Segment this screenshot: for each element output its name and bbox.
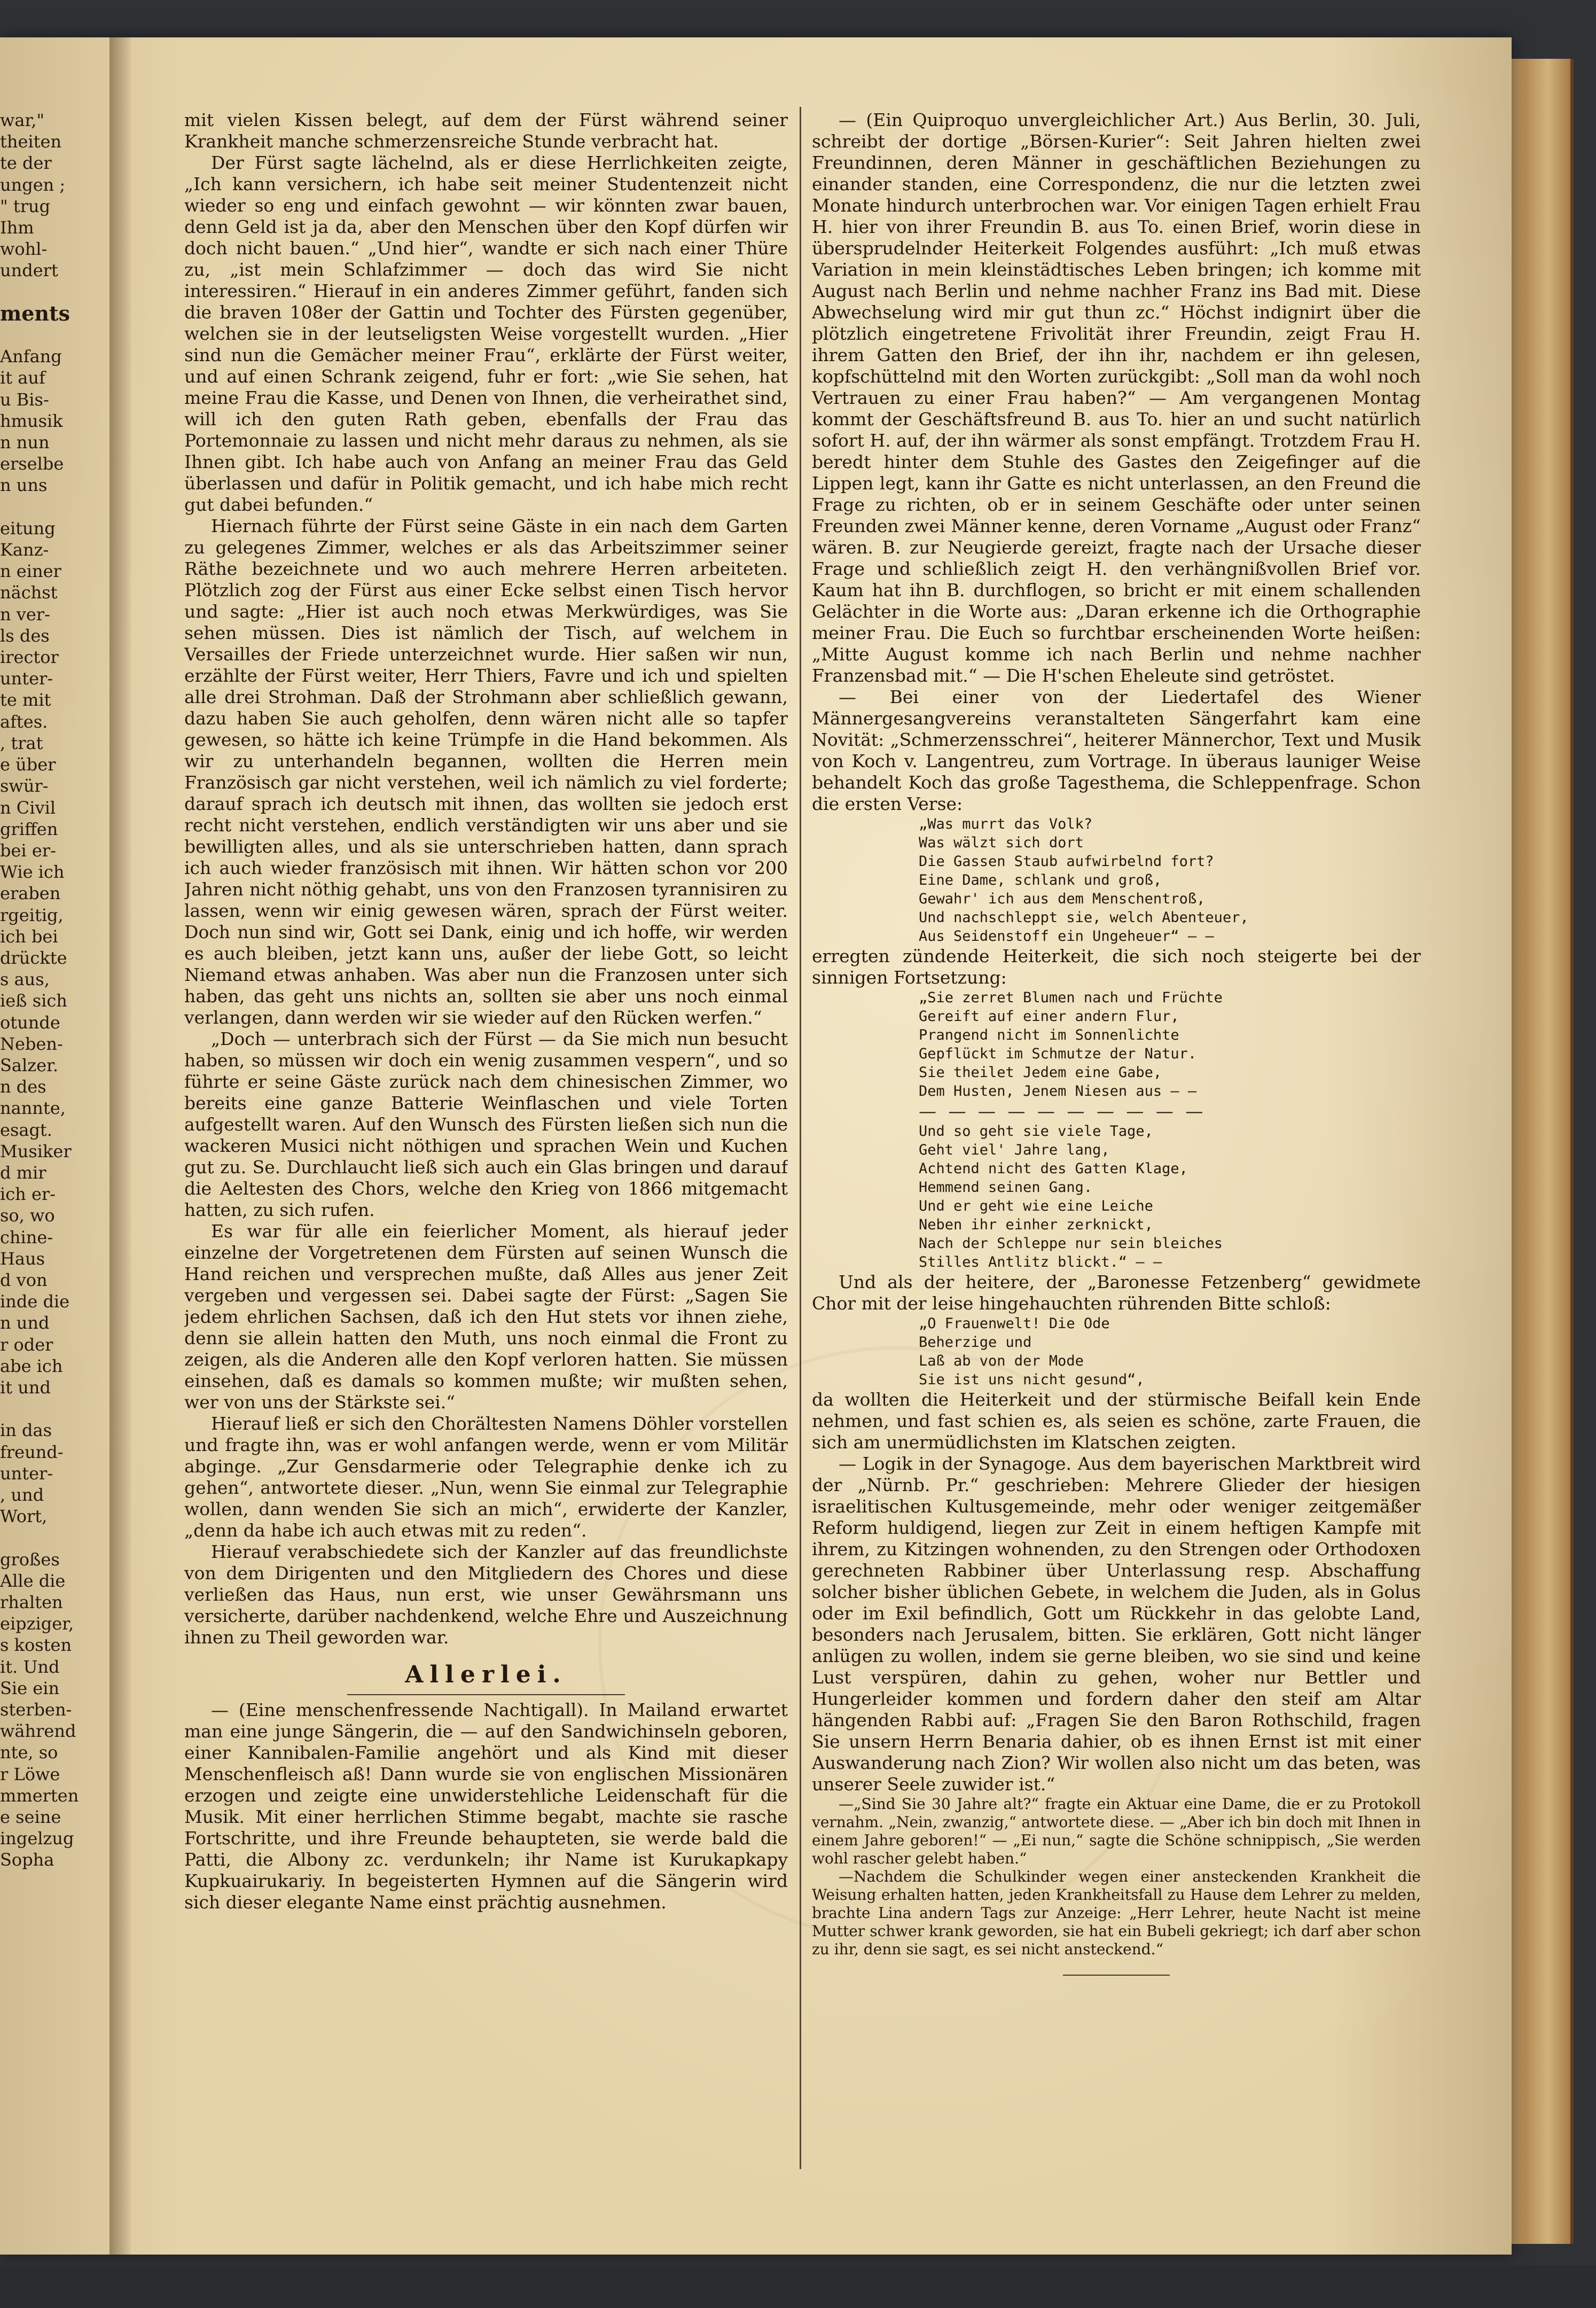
paragraph: — (Eine menschenfressende Nachtigall). In Mailand erwartet man eine junge Sängerin, die — auf den Sandwichinseln geboren, einer Kannibalen-Familie angehört und als Kind mit dieser Menschenfleisch aß! Dann wurde sie von englischen Missionären erzogen und zeigte eine unwiderstehliche Leidenschaft für die Musik. Mit einer herrlichen Stimme begabt, machte sie rasche Fortschritte, und ihre Freunde behaupteten, sie werde bald die Patti, die Albony zc. verdunkeln; ihr Name ist Kurukapkapy Kupkuairukariy. In begeisterten Hymnen auf die Sängerin wird sich dieser elegante Name einst prächtig ausnehmen.: [184, 1699, 788, 1913]
fragment-line: Sie ein: [0, 1678, 60, 1698]
fragment-line: Kanz-: [0, 540, 49, 560]
paragraph: Es war für alle ein feierlicher Moment, als hierauf jeder einzelne der Vorgetretenen dem Fürsten auf seinen Wunsch die Hand reichen und versprechen mußte, daß Alles aus jener Zeit vergeben und vergessen sei. Dabei sagte der Fürst: „Sagen Sie jedem ehrlichen Sachsen, daß ich den Hut stets vor ihnen ziehe, denn sie allein hatten den Muth, uns noch einmal die Front zu zeigen, als die Anderen alle den Kopf verloren hatten. Sie müssen einsehen, daß es damals so kommen mußte; wir mußten sehen, wer von uns der Stärkste sei.“: [184, 1221, 788, 1413]
poem-line: Sie ist uns nicht gesund“,: [919, 1371, 1145, 1388]
heading-rule: [347, 1694, 625, 1695]
fragment-line: Alle die: [0, 1570, 66, 1591]
fragment-line: unter-: [0, 668, 53, 689]
fragment-line: swür-: [0, 776, 49, 797]
fragment-line: n des: [0, 1077, 46, 1097]
poem-line: „Was murrt das Volk?: [919, 816, 1093, 832]
poem-line: Beherzige und: [919, 1334, 1032, 1351]
poem-stanza: [919, 1314, 1421, 1389]
fragment-line: rgeitig,: [0, 905, 64, 925]
poem-line: Prangend nicht im Sonnenlichte: [919, 1027, 1179, 1043]
fragment-line: [0, 282, 107, 303]
fragment-line: te mit: [0, 690, 51, 711]
paragraph: Der Fürst sagte lächelnd, als er diese Herrlichkeiten zeigte, „Ich kann versichern, ich habe seit meiner Studentenzeit nicht wieder so eng und einfach gewohnt — wir könnten zwar bauen, denn Geld ist ja da, aber den Menschen über den Kopf dürfen wir doch nicht bauen.“ „Und hier“, wandte er sich nach einer Thüre zu, „ist mein Schlafzimmer — doch das wird Sie nicht interessiren.“ Hierauf in ein anderes Zimmer geführt, fanden sich die braven 108er der Gattin und Tochter des Fürsten gegenüber, welchen sie in der leutseligsten Weise vorgestellt wurden. „Hier sind nun die Gemächer meiner Frau“, erklärte der Fürst weiter, und auf einen Schrank zeigend, fuhr er fort: „wie Sie sehen, hat meine Frau die Kasse, und Denen von Ihnen, die verheirathet sind, will ich den guten Rath geben, ebenfalls der Frau das Portemonnaie zu lassen und nicht mehr daraus zu nehmen, als sie Ihnen gibt. Ich habe auch von Anfang an meiner Frau das Geld überlassen und dafür in Politik gemacht, und ich habe mich recht gut dabei befunden.“: [184, 152, 788, 515]
poem-line: „O Frauenwelt! Die Ode: [919, 1315, 1110, 1332]
fragment-line: nte, so: [0, 1742, 58, 1763]
background-strip: [0, 2265, 1596, 2308]
fragment-line: Sopha: [0, 1850, 54, 1870]
poem-stanza: [919, 1122, 1421, 1272]
fragment-line: hmusik: [0, 410, 63, 431]
fragment-line: sterben-: [0, 1699, 72, 1720]
fragment-line: r oder: [0, 1334, 53, 1355]
fragment-line: erselbe: [0, 454, 64, 474]
left-column-fragment: [0, 110, 107, 1871]
fragment-line: , trat: [0, 732, 43, 753]
fragment-line: nannte,: [0, 1098, 66, 1119]
paragraph: Hierauf ließ er sich den Chorältesten Namens Döhler vorstellen und fragte ihn, was er wohl anfangen werde, wenn er vom Militär abginge. „Zur Gensdarmerie oder Telegraphie denke ich zu gehen“, antwortete dieser. „Nun, wenn Sie einmal zur Telegraphie wollen, dann wenden Sie sich an mich“, erwiderte der Kanzler, „denn da habe ich auch etwas mit zu reden“.: [184, 1413, 788, 1541]
fragment-line: Wort,: [0, 1506, 48, 1527]
poem-line: Dem Husten, Jenem Niesen aus — —: [919, 1083, 1197, 1100]
fragment-line: während: [0, 1721, 76, 1742]
fragment-line: Haus: [0, 1248, 45, 1269]
end-rule: [1063, 1975, 1170, 1976]
fragment-line: drückte: [0, 947, 67, 968]
anecdote-small: —„Sind Sie 30 Jahre alt?“ fragte ein Aktuar eine Dame, die er zu Protokoll vernahm. „Nein, zwanzig,“ antwortete diese. — „Aber ich bin doch mit Ihnen in einem Jahre geboren!“ — „Ei nun,“ sagte die Schöne schnippisch, „Sie werden wohl rascher gelebt haben.“: [812, 1795, 1421, 1867]
fragment-line: r Löwe: [0, 1764, 60, 1784]
fragment-line: [0, 1527, 107, 1548]
fragment-line: n Civil: [0, 797, 56, 818]
fragment-line: Wie ich: [0, 862, 65, 883]
column-middle: [184, 110, 788, 2172]
fragment-line: e über: [0, 754, 56, 775]
poem-line: Laß ab von der Mode: [919, 1353, 1084, 1369]
poem-line: Geht viel' Jahre lang,: [919, 1142, 1110, 1158]
fragment-line: war,": [0, 110, 45, 130]
fragment-line: d von: [0, 1269, 48, 1290]
fragment-line: u Bis-: [0, 389, 49, 410]
paragraph: — (Ein Quiproquo unvergleichlicher Art.) Aus Berlin, 30. Juli, schreibt der dortige „Börsen-Kurier“: Seit Jahren hielten zwei Freundinnen, deren Männer in geschäftlichen Beziehungen zu einander standen, eine Correspondenz, die nur die letzten zwei Monate hindurch unterbrochen war. Vor einigen Tagen erhielt Frau H. hier von ihrer Freundin B. aus To. einen Brief, worin diese in übersprudelnder Heiterkeit Folgendes ausführt: „Ich muß etwas Variation in mein kleinstädtisches Leben bringen; ich komme mit August nach Berlin und nehme nachher Franz ins Bad mit. Diese Abwechselung wird mir gut thun zc.“ Höchst indignirt über die plötzlich eingetretene Frivolität ihrer Freundin, zeigt Frau H. ihrem Gatten den Brief, der ihn ihr, nachdem er ihn gelesen, kopfschüttelnd mit den Worten zurückgibt: „Soll man da wohl noch Vertrauen zu einer Frau haben?“ — Am vergangenen Montag kommt der Geschäftsfreund B. aus To. hier an und sucht natürlich sofort H. auf, der ihn wärmer als sonst empfängt. Trotzdem Frau H. beredt hinter dem Stuhle des Gastes den Zeigefinger auf die Lippen legt, kann ihr Gatte es nicht unterlassen, an den Freund die Frage zu richten, ob er in seinem Geschäfte oder unter seinen Freunden zwei Männer kenne, deren Vorname „August oder Franz“ wären. B. zur Neugierde gereizt, fragte nach der Ursache dieser Frage und schließlich zeigt H. den verhängnißvollen Brief vor. Kaum hat ihn B. durchflogen, so bricht er mit einem schallenden Gelächter in die Worte aus: „Daran erkenne ich die Orthographie meiner Frau. Die Euch so furchtbar erscheinenden Worte heißen: „Mitte August komme ich nach Berlin und nehme nachher Franzensbad mit.“ — Die H'schen Eheleute sind getröstet.: [812, 110, 1421, 686]
fragment-line: theiten: [0, 131, 62, 152]
poem-line: Achtend nicht des Gatten Klage,: [919, 1160, 1188, 1177]
fragment-line: inde die: [0, 1291, 70, 1312]
fragment-line: wohl-: [0, 239, 48, 260]
fragment-line: , und: [0, 1485, 44, 1505]
fragment-line: n nun: [0, 432, 50, 453]
poem-line: Was wälzt sich dort: [919, 835, 1084, 851]
poem-line: „Sie zerret Blumen nach und Früchte: [919, 989, 1223, 1006]
fragment-line: irector: [0, 647, 59, 668]
poem-line: Und er geht wie eine Leiche: [919, 1198, 1153, 1214]
fragment-line: ich er-: [0, 1184, 56, 1205]
fragment-line: Salzer.: [0, 1055, 58, 1075]
fragment-line: eraben: [0, 883, 61, 904]
fragment-line: eitung: [0, 518, 56, 539]
fragment-line: unter-: [0, 1463, 53, 1484]
fragment-line: abe ich: [0, 1355, 63, 1376]
paragraph: da wollten die Heiterkeit und der stürmische Beifall kein Ende nehmen, und fast schien es, als seien es schöne, zarte Frauen, die sich am unermüdlichsten im Klatschen zeigten.: [812, 1389, 1421, 1453]
fragment-line: [0, 324, 107, 346]
fragment-line: te der: [0, 153, 52, 174]
fragment-line: " trug: [0, 196, 51, 216]
anecdote-small: —Nachdem die Schulkinder wegen einer ansteckenden Krankheit die Weisung erhalten hatten, jeden Krankheitsfall zu Hause dem Lehrer zu melden, brachte Lina andern Tags zur Anzeige: „Herr Lehrer, heute Nacht ist meine Mutter schwer krank geworden, sie hat ein Bubeli gekriegt; ich darf aber schon zu ihr, denn sie sagt, es sei nicht ansteckend.“: [812, 1868, 1421, 1958]
fragment-line: Musiker: [0, 1141, 72, 1161]
fragment-line: griffen: [0, 818, 58, 839]
fragment-line: [0, 1398, 107, 1420]
dash-separator: — — — — — — — — — —: [919, 1101, 1207, 1121]
fragment-line: in das: [0, 1420, 52, 1441]
poem-line: Und nachschleppt sie, welch Abenteuer,: [919, 909, 1249, 926]
fragment-line: mmerten: [0, 1785, 79, 1806]
paragraph: Und als der heitere, der „Baronesse Fetzenberg“ gewidmete Chor mit der leise hingehauchten rührenden Bitte schloß:: [812, 1272, 1421, 1314]
fragment-line: ieß sich: [0, 991, 67, 1011]
fragment-line: aftes.: [0, 711, 48, 732]
poem-line: Sie theilet Jedem eine Gabe,: [919, 1064, 1162, 1081]
paragraph: — Bei einer von der Liedertafel des Wiener Männergesangvereins veranstalteten Sängerfahrt kam eine Novität: „Schmerzensschrei“, heiterer Männerchor, Text und Musik von Koch v. Langentreu, zum Vortrage. In überaus launiger Weise behandelt Koch das große Tagesthema, die Schleppenfrage. Schon die ersten Verse:: [812, 687, 1421, 814]
fragment-line: s aus,: [0, 969, 50, 990]
poem-line: Neben ihr einher zerknickt,: [919, 1217, 1153, 1233]
fragment-line: rhalten: [0, 1592, 63, 1613]
poem-line: Stilles Antlitz blickt.“ — —: [919, 1254, 1162, 1270]
paragraph: mit vielen Kissen belegt, auf dem der Fürst während seiner Krankheit manche schmerzensreiche Stunde verbracht hat.: [184, 110, 788, 152]
fragment-line: ments: [0, 302, 70, 325]
fragment-line: freund-: [0, 1441, 64, 1462]
paragraph: — Logik in der Synagoge. Aus dem bayerischen Marktbreit wird der „Nürnb. Pr.“ geschrieben: Mehrere Glieder der hiesigen israelitischen Kultusgemeinde, mehr oder weniger zeitgemäßer Reform huldigend, liegen zur Zeit in einem heftigen Kampfe mit ihrem, zu Kitzingen wohnenden, zu den Strengen oder Orthodoxen gerechneten Rabbiner über Unterlassung resp. Abschaffung solcher bisher üblichen Gebete, in welchem die Juden, als in Golus oder im Exil befindlich, Gott um Rückkehr in das gelobte Land, besonders nach Jerusalem, bitten. Sie erklären, Gott nicht länger anlügen zu wollen, indem sie gerne bleiben, wo sie sind und keine Lust verspüren, dahin zu gehen, woher nur Bettler und Hungerleider kommen und fordern daher den steif am Altar hängenden Rabbi auf: „Fragen Sie den Baron Rothschild, fragen Sie unsern Herrn Benaria dahier, ob es ihnen Ernst ist mit einer Auswanderung nach Zion? Wir wollen also nicht um das beten, was unserer Seele zuwider ist.“: [812, 1453, 1421, 1795]
fragment-line: so, wo: [0, 1205, 55, 1226]
fragment-line: s kosten: [0, 1635, 72, 1656]
fragment-line: ls des: [0, 625, 50, 646]
poem-stanza: [919, 988, 1421, 1101]
fragment-line: chine-: [0, 1227, 53, 1247]
fragment-line: it. Und: [0, 1656, 60, 1677]
fragment-line: undert: [0, 260, 58, 281]
fragment-line: n uns: [0, 475, 48, 496]
poem-line: Aus Seidenstoff ein Ungeheuer“ — —: [919, 928, 1214, 945]
fragment-line: Neben-: [0, 1033, 63, 1054]
fragment-line: Anfang: [0, 346, 62, 367]
column-right: [812, 110, 1421, 2172]
fragment-line: Ihm: [0, 217, 34, 238]
column-divider: [800, 107, 801, 2169]
fragment-line: otunde: [0, 1012, 60, 1033]
poem-line: Gereift auf einer andern Flur,: [919, 1008, 1179, 1025]
fragment-line: it auf: [0, 368, 45, 388]
paragraph: Hierauf verabschiedete sich der Kanzler auf das freundlichste von dem Dirigenten und den Mitgliedern des Chores und diese verließen das Haus, nun erst, wie unser Gewährsmann uns versicherte, darüber nachdenkend, welche Ehre und Auszeichnung ihnen zu Theil geworden war.: [184, 1541, 788, 1648]
fragment-line: ich bei: [0, 926, 58, 947]
section-heading: Allerlei.: [405, 1661, 567, 1688]
fragment-line: n und: [0, 1313, 50, 1334]
fragment-line: großes: [0, 1549, 60, 1570]
paragraph: Hiernach führte der Fürst seine Gäste in ein nach dem Garten zu gelegenes Zimmer, welches er als das Arbeitszimmer seiner Räthe bezeichnete und wo auch mehrere Herren arbeiteten. Plötzlich zog der Fürst aus einer Ecke selbst einen Tisch hervor und sagte: „Hier ist auch noch etwas Merkwürdiges, was Sie sehen müssen. Dies ist nämlich der Tisch, auf welchem in Versailles der Friede unterzeichnet wurde. Hier saßen wir nun, erzählte der Fürst weiter, Herr Thiers, Favre und ich und spielten alle drei Strohman. Daß der Strohmann aber schließlich gewann, dazu haben Sie auch geholfen, denn wären nicht alle so tapfer gewesen, so hätte ich keine Trümpfe in die Hand bekommen. Als wir zu unterhandeln begannen, wollten die Herren mein Französisch gar nicht verstehen, weil ich nämlich zu viel forderte; darauf sprach ich deutsch mit ihnen, das wollten sie jedoch erst recht nicht verstehen, endlich verständigten wir uns aber und sie bewilligten alles, und als sie unterschrieben hatten, dann sprach ich auch wieder französisch mit ihnen. Wir hätten schon vor 200 Jahren nicht nöthig gehabt, uns von den Franzosen tyrannisiren zu lassen, wenn wir einig gewesen wären, sprach der Fürst weiter. Doch nun sind wir, Gott sei Dank, einig und ich hoffe, wir werden es auch bleiben, jetzt kann uns, außer der liebe Gott, so leicht Niemand etwas anhaben. Was aber nun die Franzosen unter sich haben, das geht uns nichts an, sollten sie aber uns noch einmal verlangen, dann werden wir sie wieder auf den Rücken werfen.“: [184, 516, 788, 1028]
poem-line: Die Gassen Staub aufwirbelnd fort?: [919, 853, 1214, 870]
fragment-line: bei er-: [0, 840, 56, 861]
fragment-line: ingelzug: [0, 1828, 74, 1849]
fragment-line: ungen ;: [0, 174, 66, 195]
poem-line: Und so geht sie viele Tage,: [919, 1123, 1153, 1140]
fragment-line: n einer: [0, 561, 61, 582]
page-gutter: [109, 37, 131, 2255]
fragment-line: n ver-: [0, 604, 50, 625]
fragment-line: d mir: [0, 1162, 46, 1183]
fragment-line: esagt.: [0, 1119, 52, 1140]
poem-line: Eine Dame, schlank und groß,: [919, 872, 1162, 888]
paragraph: erregten zündende Heiterkeit, die sich noch steigerte bei der sinnigen Fortsetzung:: [812, 946, 1421, 988]
poem-line: Nach der Schleppe nur sein bleiches: [919, 1235, 1223, 1252]
paragraph: „Doch — unterbrach sich der Fürst — da Sie mich nun besucht haben, so müssen wir doch ein wenig zusammen vespern“, und so führte er seine Gäste zurück nach dem chinesischen Zimmer, wo bereits eine ganze Batterie Weinflaschen und viele Torten aufgestellt waren. Auf den Wunsch des Fürsten ließen sich nun die wackeren Musici nicht nöthigen und sprachen Wein und Kuchen gut zu. Se. Durchlaucht ließ sich auch ein Glas bringen und darauf die Aeltesten des Chors, welche den Krieg von 1866 mitgemacht hatten, zu sich rufen.: [184, 1028, 788, 1220]
poem-line: Gepflückt im Schmutze der Natur.: [919, 1046, 1197, 1062]
fragment-line: nächst: [0, 582, 58, 603]
fragment-line: eipziger,: [0, 1613, 74, 1634]
fragment-line: e seine: [0, 1807, 61, 1828]
poem-stanza: [919, 815, 1421, 946]
poem-line: Gewahr' ich aus dem Menschentroß,: [919, 891, 1206, 907]
poem-line: Hemmend seinen Gang.: [919, 1179, 1093, 1196]
fragment-line: it und: [0, 1377, 51, 1398]
fragment-line: [0, 496, 107, 518]
